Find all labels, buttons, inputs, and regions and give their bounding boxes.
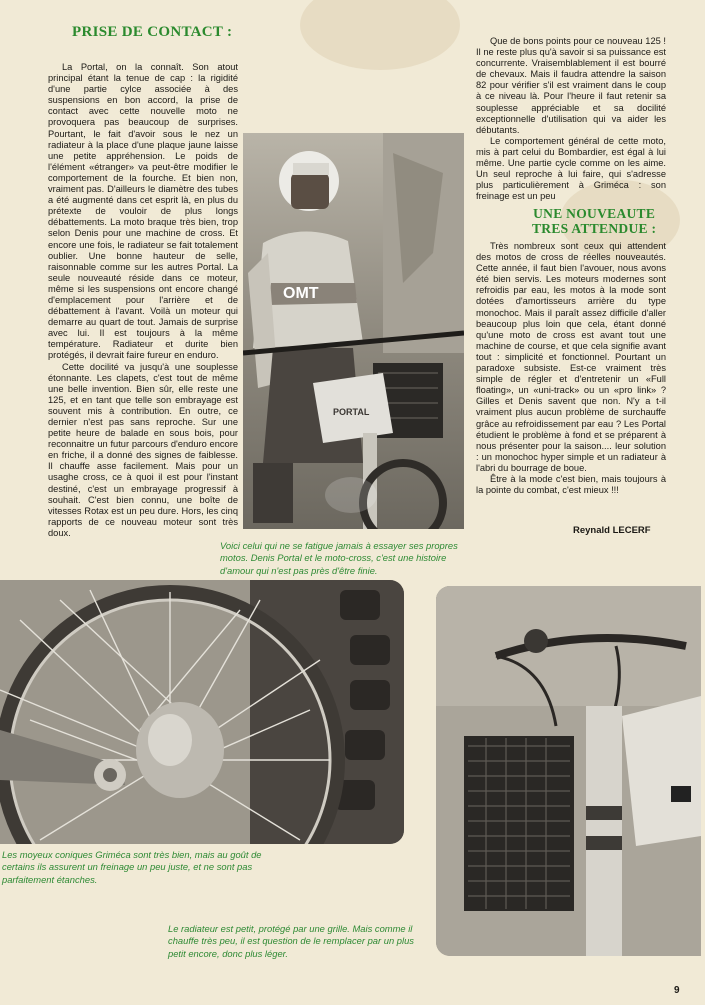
svg-text:PORTAL: PORTAL [333,407,370,417]
rider-photo [243,133,464,529]
rider-photo-icon [243,133,464,529]
rider-photo-caption: Voici celui qui ne se fatigue jamais à essayer ses propres motos. Denis Portal et le moto-cross, c'est une histoire d'amour qui n'est pas près d'être finie. [220,540,458,576]
section-heading-nouveaute [532,206,656,236]
left-article-column [48,62,238,539]
wheel-hub-photo [0,580,404,844]
radiator-photo-caption: Le radiateur est petit, protégé par une grille. Mais comme il chauffe très peu, il est question de le remplacer par un plus petit encore, donc plus léger. [168,923,414,959]
article-paragraph: Très nombreux sont ceux qui attendent des motos de cross de réelles nouveautés. Cette année, il faut bien l'avouer, nous avons été bien servis. Les moteurs modernes sont refroidis par eau, les motos à la mode sont dotées d'amortisseurs arrière du type monochoc. Mais il paraît assez difficile d'aller beaucoup plus loin que cela, étant donné qu'une moto de cross est avant tout une machine de course, et que cela signifie avant tout : simplicité et fonctionnel. Pourtant un paradoxe subsiste. Est-ce vraiment très simple de régler et d'entretenir un «Full floating», un «uni-track» ou un «pro link» ? Gilles et Denis savent que non. N'y a t-il vraiment plus aucun problème de surchauffe grâce au refroidissement par eau ? Les Portal étudient le problème à fond et se préparent à nous présenter pour la saison.... leur solution : un monochoc hyper simple et un radiateur à l'abri du bourrage de boue. [476,241,666,473]
subheading-line-2: TRES ATTENDUE : [532,221,657,236]
subheading-line-1: UNE NOUVEAUTE [533,206,656,221]
article-paragraph: Le comportement général de cette moto, mis à part celui du Bombardier, est égal à lui même. Une partie cycle comme on les aime. Un seul reproche à lui faire, qui s'adresse plus particulièrement à Griméca : son freinage est un peu [476,135,666,202]
paper-stain [300,0,460,70]
right-article-column-bottom [476,241,666,496]
section-heading-prise-de-contact: PRISE DE CONTACT : [72,24,233,40]
page-number: 9 [674,985,680,996]
hub-photo-caption: Les moyeux coniques Griméca sont très bien, mais au goût de certains ils assurent un freinage un peu juste, et ne sont pas parfaitement étanches. [2,849,262,885]
article-paragraph: Cette docilité va jusqu'à une souplesse étonnante. Les clapets, c'est tout de même une belle invention. Bien sûr, elle reste une 125, et en tant que telle son embrayage est souvent mis à contribution. En outre, ce dernier n'est pas sans reproche. Sur une petite heure de balade en sous bois, pour reconnaitre un futur parcours d'enduro encore en friche, il a donné des signes de faiblesse. Il chauffe asse facilement. Mais pour un usaghe cross, ce à quoi il est pour l'instant destiné, c'est un embrayage progressif à souhait. C'est bien connu, une boîte de vitesses Rotax est un peu dure. Hors, les cinq rapports de ce nouveau moteur sont très doux. [48,361,238,538]
right-article-column-top [476,36,666,202]
author-signature: Reynald LECERF [573,525,651,536]
svg-text:OMT: OMT [283,285,319,302]
article-paragraph: Que de bons points pour ce nouveau 125 ! Il ne reste plus qu'à savoir si sa puissance est concurrente. Vraisemblablement il est bourré de chevaux. Mais il faudra attendre la saison 82 pour vérifier s'il est vraiment dans le coup à ce niveau là. Pour l'heure il faut retenir sa souplesse appréciable et sa docilité exceptionnelle d'utilisation qui va aider les débutants. [476,36,666,135]
article-paragraph: Être à la mode c'est bien, mais toujours à la pointe du combat, c'est mieux !!! [476,473,666,496]
wheel-hub-photo-icon [0,580,404,844]
article-paragraph: La Portal, on la connaît. Son atout principal étant la tenue de cap : la rigidité d'une partie cylce associée à des suspensions en bon accord, la prise de contact avec cette nouvelle moto ne provoquera pas beaucoup de surprises. Pourtant, le fait d'avoir sous le nez un radiateur à la place d'une plaque jaune laisse une petite appréhension. Le poids de l'élément «étranger» va peut-être modifier le comportement de la fourche. Et bien non, vraiment pas. D'ailleurs le diamètre des tubes a été augmenté dans cet esprit là, en plus du prétexte de vouloir de plus longs débattements. La moto braque très bien, trop selon Denis pour une machine de cross. Et encore une fois, le radiateur se fait totalement oublier. Une bonne hauteur de selle, raisonnable comme sur les autres Portal. La seule nouveauté réside dans ce moteur, même si les suspensions ont encore changé d'emplacement pour l'arrière et de débattement à l'avant. Voilà un moteur qui demarre au quart de tout. Jamais de surprise avec lui. Il est toujours à la même température. Radiateur et durite bien protégés, il devrait faire fureur en enduro. [48,62,238,361]
radiator-photo-icon [436,586,701,956]
radiator-photo [436,586,701,956]
